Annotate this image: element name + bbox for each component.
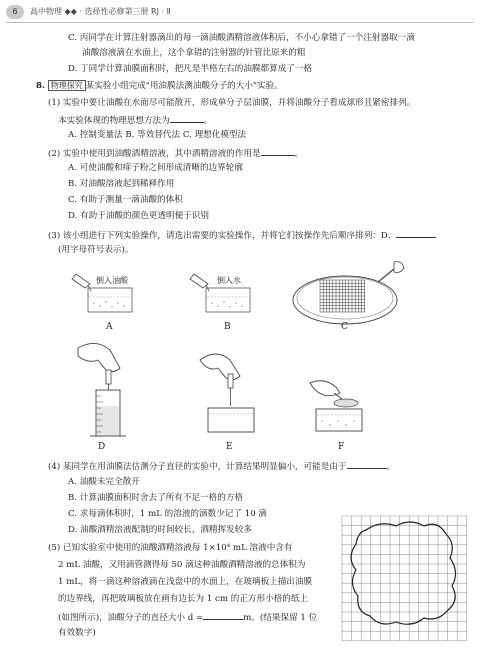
q8-part1-prompt: 本实验体现的物理思想方法为 — [58, 116, 170, 126]
q8-part1-line2: 本实验体现的物理思想方法为 。 — [58, 113, 212, 127]
q7-option-c-line2: 油酸溶液滴在水面上，这个拿错的注射器的针管比原来的粗 — [82, 48, 306, 58]
header-title: 高中物理 ◆◆ · 选择性必修第三册 RJ · Ⅱ — [30, 7, 171, 16]
q8-part4-option-b: B. 计算油膜面积时舍去了所有不足一格的方格 — [68, 493, 244, 503]
q8-part2-prompt: (2) 实验中使用到油酸酒精溶液，其中酒精溶液的作用是 。 — [48, 146, 303, 160]
q8-part2-option-a: A. 可使油酸和痱子粉之间形成清晰的边界轮廓 — [68, 163, 243, 173]
q8-part4-option-a: A. 油酸未完全散开 — [68, 477, 140, 487]
figure-b-caption: B — [224, 322, 231, 332]
page-number: 6 — [6, 5, 24, 19]
q8-part4-option-c: C. 求每滴体积时，1 mL 的溶液的滴数少记了 10 滴 — [68, 509, 268, 519]
answer-blank[interactable] — [203, 610, 243, 620]
header-divider — [6, 22, 474, 23]
figure-e — [192, 350, 272, 435]
figure-a-label: 倒入油酸 — [96, 276, 128, 285]
q8-part5-line3: 1 mL，将一滴这种溶液滴在浅盘中的水面上，在玻璃板上描出油膜 — [58, 577, 313, 587]
figure-f — [300, 375, 380, 435]
oil-film-grid-figure — [338, 512, 474, 644]
figure-d — [66, 340, 156, 440]
figure-f-caption: F — [338, 442, 345, 452]
q8-part5-line6: 有效数字) — [58, 628, 96, 638]
q7-option-d: D. 丁同学计算油膜面积时，把凡是半格左右的油膜都算成了一格 — [68, 64, 313, 74]
answer-blank[interactable] — [396, 228, 436, 238]
q7-option-c-line1: C. 丙同学在计算注射器滴出的每一滴油酸酒精溶液体积后，不小心拿错了一个注射器取一滴 — [68, 33, 415, 43]
q8-part5-line2: 2 mL 油酸，又用滴管测得每 50 滴这种油酸酒精溶液的总体积为 — [58, 560, 306, 570]
q8-number: 8. — [36, 81, 45, 91]
q8-part2-option-c: C. 有助于测量一滴油酸的体积 — [68, 195, 183, 205]
q8-part1-options: A. 控制变量法 B. 等效替代法 C. 理想化模型法 — [68, 130, 247, 140]
q8-part5-line1: (5) 已知实验室中使用的油酸酒精溶液每 1×10⁴ mL 溶液中含有 — [48, 543, 293, 553]
q8-part2-option-b: B. 对油酸溶液起到稀释作用 — [68, 179, 175, 189]
answer-blank[interactable] — [261, 146, 295, 156]
q8-part5-line5: (如图所示)，油酸分子的直径大小 d = m。(结果保留 1 位 — [58, 610, 317, 624]
q8-intro: 某实验小组完成"用油膜法测油酸分子的大小"实验。 — [85, 81, 283, 91]
answer-blank[interactable] — [170, 113, 204, 123]
answer-blank[interactable] — [347, 459, 387, 469]
q8-tag: 物理探究 — [48, 80, 86, 91]
q8-part1-line1: (1) 实验中要让油酸在水面尽可能散开，形成单分子层油膜，并将油酸分子看成球形且紧密排列。 — [48, 98, 416, 108]
figure-a-caption: A — [106, 322, 113, 332]
q8-heading — [36, 80, 283, 92]
q8-part4-prompt: (4) 某同学在用油膜法估测分子直径的实验中，计算结果明显偏小，可能是由于 。 — [48, 459, 395, 473]
figure-d-caption: D — [98, 442, 106, 452]
figure-e-caption: E — [226, 442, 233, 452]
oil-film-outline — [351, 522, 456, 624]
q8-part5-line4: 的边界线，再把玻璃板放在画有边长为 1 cm 的正方形小格的纸上 — [58, 594, 309, 604]
page-header — [0, 0, 480, 24]
figure-c — [290, 258, 410, 328]
q8-part2-option-d: D. 有助于油酸的颜色更透明便于识别 — [68, 211, 209, 221]
q8-part4-option-d: D. 油酸酒精溶液配制的时间较长，酒精挥发较多 — [68, 525, 252, 535]
figure-b-label: 倒入水 — [217, 276, 241, 285]
q8-part3-line1: (3) 该小组进行下列实验操作，请选出需要的实验操作，并将它们按操作先后顺序排列：D、 — [48, 228, 436, 242]
figure-c-caption: C — [341, 322, 348, 332]
q8-part3-line2: (用字母符号表示)。 — [58, 245, 134, 255]
